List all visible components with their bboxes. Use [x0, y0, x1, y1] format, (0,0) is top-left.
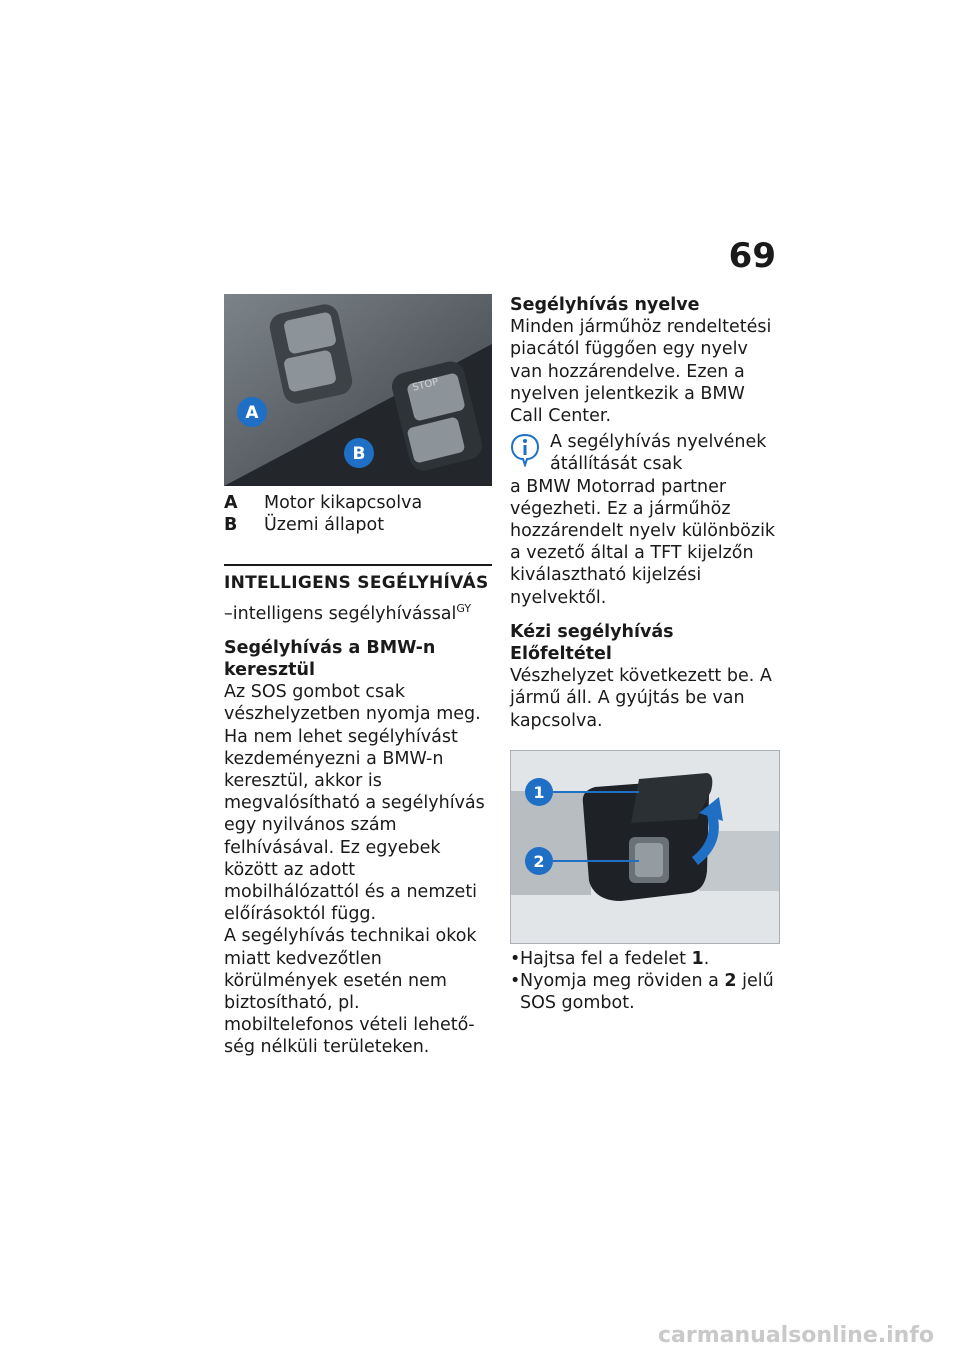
note-text-first: A segélyhívás nyelvének átállítását csak	[550, 432, 767, 475]
left-column	[224, 294, 492, 1059]
section-subtitle	[224, 603, 492, 625]
language-paragraph: Minden járműhöz rendeltetési piacától függően egy nyelv van hozzárendelve. Ezen a nyelven jelentkezik a BMW Call Center.	[510, 317, 772, 427]
page-number: 69	[728, 236, 776, 276]
figure-legend	[224, 492, 492, 536]
sos-button-figure	[510, 750, 780, 944]
step-item	[510, 948, 782, 970]
callout-2: 2	[533, 851, 545, 871]
step-item	[510, 970, 782, 1014]
section-subtitle-sup: GY	[456, 601, 472, 615]
bullet-icon: •	[510, 971, 521, 992]
note-text-rest: a BMW Motorrad partner végezheti. Ez a járműhöz hozzárendelt nyelv különbözik a vezető által a TFT kijelzőn kiválasztható kijelzési nyelvektől.	[510, 476, 776, 608]
handlebar-switch-figure	[224, 294, 492, 486]
section-header	[224, 564, 492, 594]
legend-row	[224, 492, 492, 514]
watermark: carmanualsonline.info	[658, 1323, 934, 1348]
sos-button-illustration	[511, 751, 779, 943]
precondition-text: Vészhelyzet következett be. A jármű áll. A gyújtás be van kapcsolva.	[510, 666, 772, 731]
legend-text: Üzemi állapot	[264, 515, 385, 536]
handlebar-switch-illustration	[224, 294, 492, 486]
paragraph: A segélyhívás technikai okok miatt kedvezőtlen körülmények esetén nem biztosítható, pl. mobiltelefonos vételi lehetőség nélküli területeken.	[224, 926, 477, 1058]
bullet-icon: •	[510, 948, 521, 969]
right-column	[510, 294, 782, 1014]
paragraph: Ha nem lehet segélyhívást kezdeményezni a BMW-n keresztül, akkor is megvalósítható a segélyhívás egy nyilvános szám felhívásával. Ez egyebek között az adott mobilhálózattól és a nemzeti előírásoktól függ.	[224, 726, 485, 925]
callout-a: A	[245, 403, 259, 423]
info-note	[510, 431, 782, 609]
legend-text: Motor kikapcsolva	[264, 493, 423, 513]
info-icon	[510, 433, 540, 467]
callout-b: B	[352, 444, 366, 464]
stop-label: STOP	[411, 376, 440, 394]
language-heading: Segélyhívás nyelve	[510, 295, 700, 315]
section-title: INTELLIGENS SEGÉLYHÍVÁS	[224, 573, 489, 594]
manual-call-heading: Kézi segélyhívás	[510, 621, 674, 642]
section-subtitle-text: –intelligens segélyhívással	[224, 603, 457, 624]
step-text: Nyomja meg röviden a 2 jelű SOS gombot.	[520, 971, 774, 1014]
step-text: Hajtsa fel a fedelet 1.	[520, 948, 710, 969]
bmw-call-heading: Segélyhívás a BMW-n keresztül	[224, 637, 436, 681]
callout-1: 1	[533, 782, 545, 802]
paragraph: Az SOS gombot csak vészhelyzetben nyomja meg.	[224, 682, 481, 725]
legend-key: B	[224, 515, 238, 536]
legend-row	[224, 514, 492, 536]
precondition-heading: Előfeltétel	[510, 644, 612, 665]
legend-key: A	[224, 493, 238, 513]
